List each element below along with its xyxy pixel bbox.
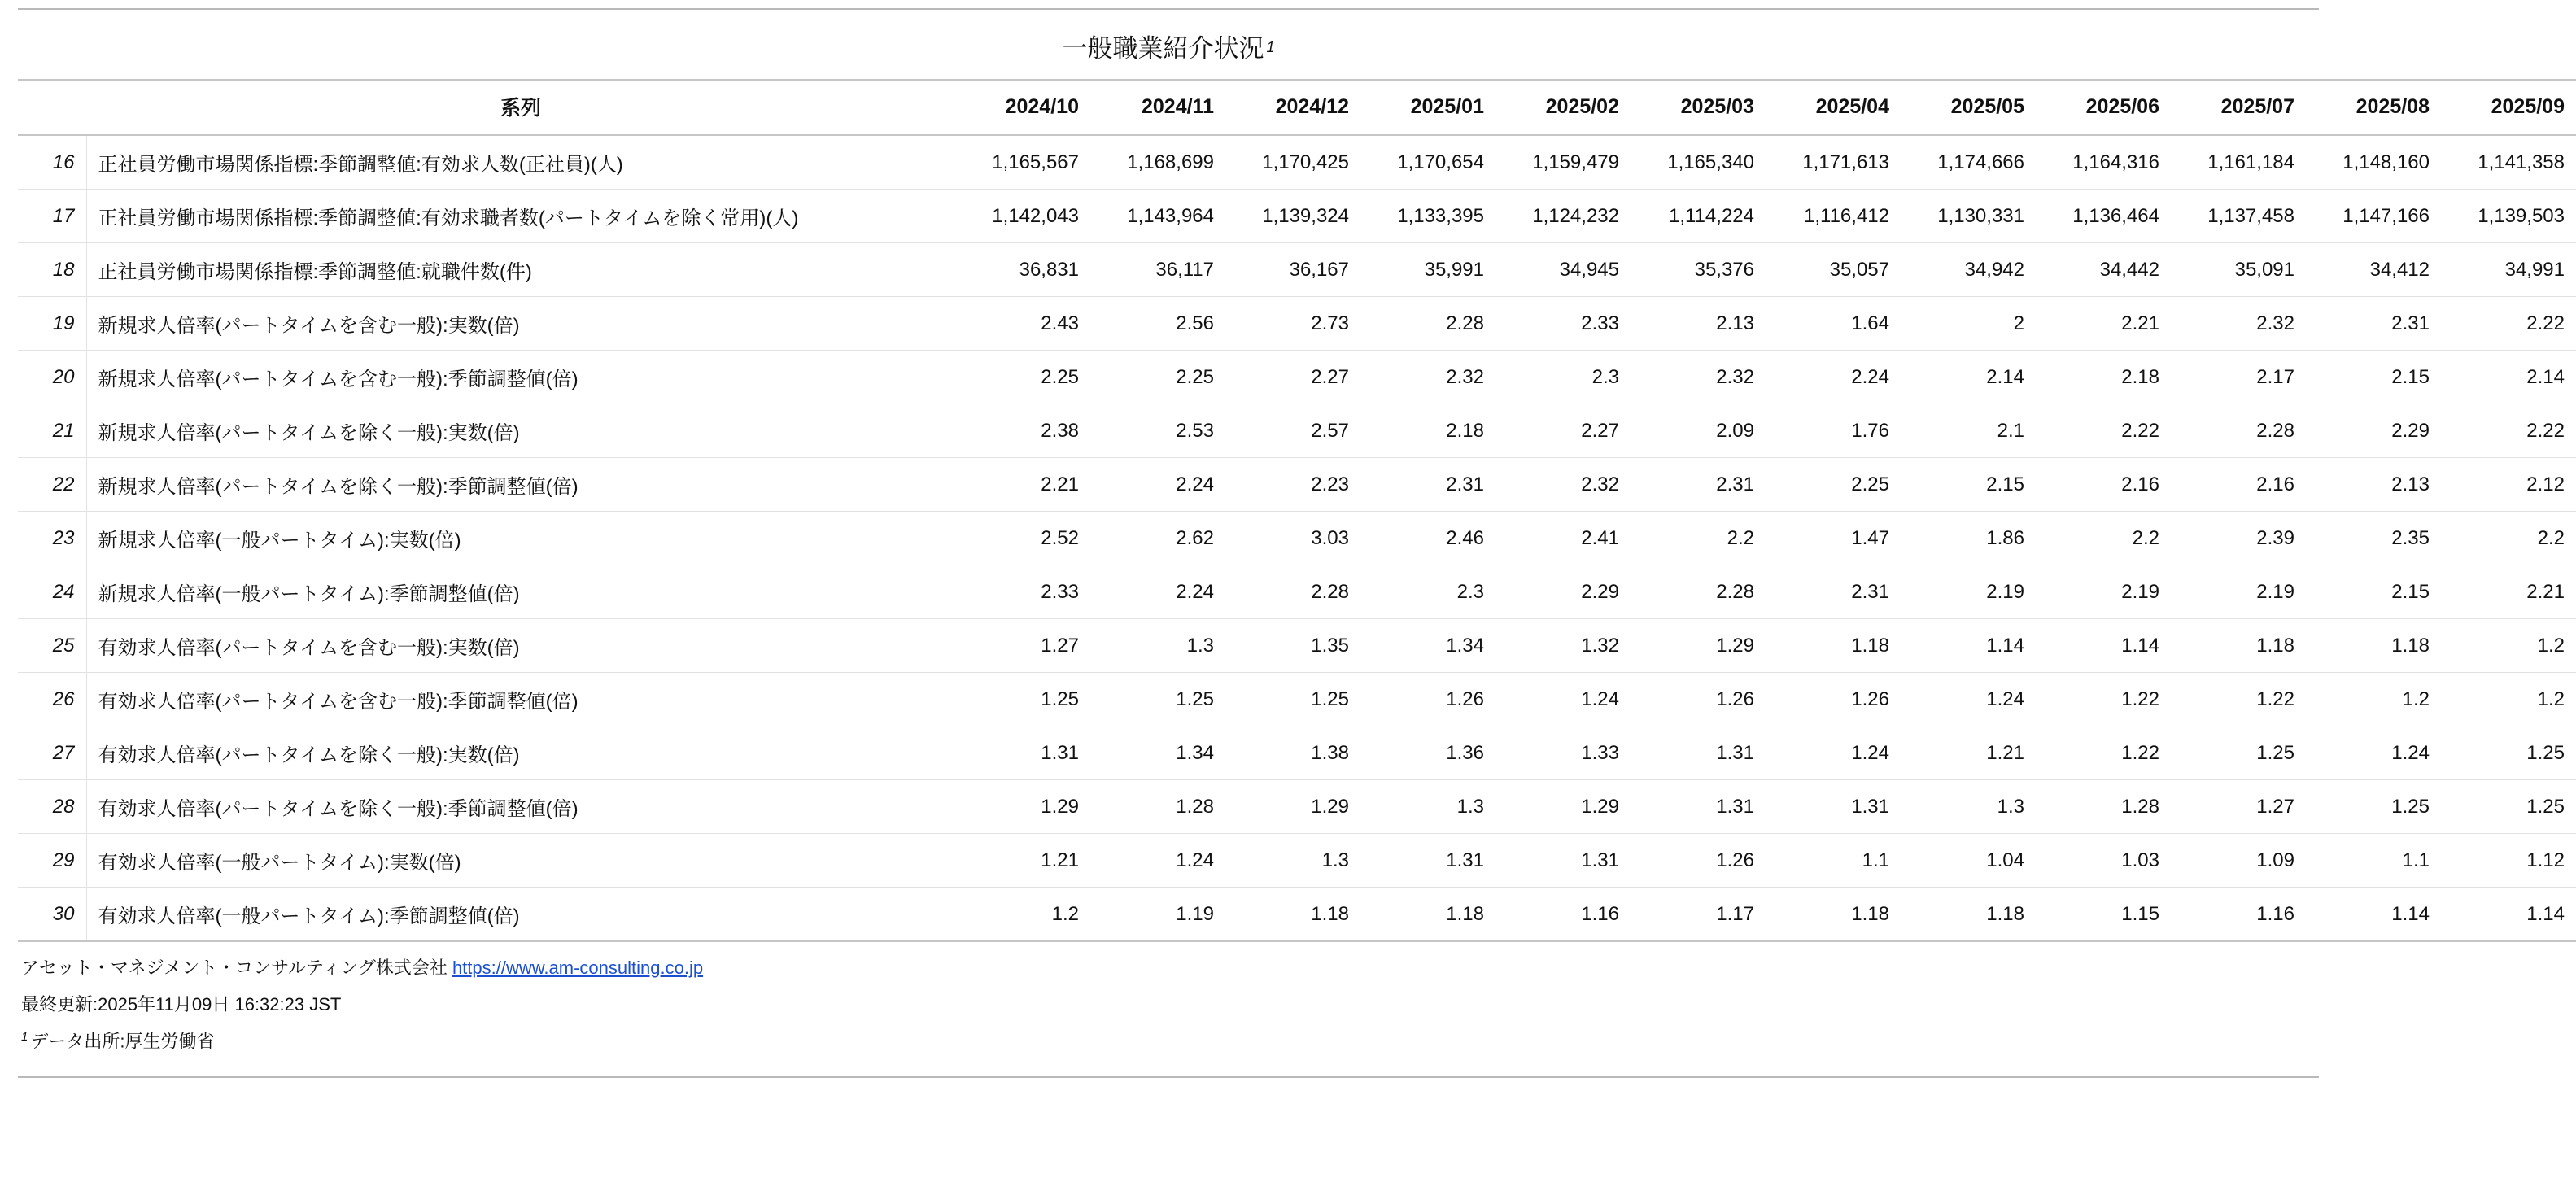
- cell-2024-11: 1,168,699: [1090, 135, 1225, 190]
- cell-2024-12: 2.27: [1225, 351, 1360, 404]
- row-index: 20: [18, 351, 86, 404]
- cell-2025-07: 2.39: [2171, 512, 2306, 565]
- footer-footnote: [21, 1029, 2316, 1054]
- cell-2025-01: 1.31: [1360, 834, 1495, 888]
- row-index: 30: [18, 888, 86, 942]
- cell-2025-05: 2.19: [1901, 565, 2036, 619]
- cell-2025-01: 1.26: [1360, 673, 1495, 726]
- cell-2025-01: 2.46: [1360, 512, 1495, 565]
- page-title: [18, 10, 2319, 79]
- row-index: 24: [18, 565, 86, 619]
- cell-2025-06: 2.2: [2036, 512, 2171, 565]
- table-row: [18, 565, 2576, 619]
- column-header-2025-04: 2025/04: [1766, 80, 1901, 135]
- cell-2025-05: 1.3: [1901, 780, 2036, 834]
- cell-2024-10: 1.25: [955, 673, 1090, 726]
- cell-2025-02: 1.29: [1495, 780, 1631, 834]
- column-header-2025-02: 2025/02: [1495, 80, 1631, 135]
- cell-2024-11: 2.53: [1090, 404, 1225, 458]
- cell-2025-02: 2.33: [1495, 297, 1631, 351]
- cell-2024-11: 1.25: [1090, 673, 1225, 726]
- cell-2025-01: 1.3: [1360, 780, 1495, 834]
- row-series-label: 有効求人倍率(一般パートタイム):季節調整値(倍): [86, 888, 955, 942]
- cell-2024-11: 1.24: [1090, 834, 1225, 888]
- cell-2025-03: 1.31: [1631, 726, 1766, 780]
- cell-2025-01: 2.31: [1360, 458, 1495, 512]
- cell-2025-06: 1.22: [2036, 673, 2171, 726]
- cell-2024-12: 1.29: [1225, 780, 1360, 834]
- cell-2025-04: 1.47: [1766, 512, 1901, 565]
- row-series-label: 有効求人倍率(パートタイムを除く一般):季節調整値(倍): [86, 780, 955, 834]
- cell-2025-04: 35,057: [1766, 243, 1901, 297]
- footer-company-link[interactable]: https://www.am-consulting.co.jp: [452, 958, 704, 978]
- cell-2025-05: 1.86: [1901, 512, 2036, 565]
- cell-2024-12: 2.23: [1225, 458, 1360, 512]
- row-index: 17: [18, 190, 86, 243]
- cell-2024-10: 1,142,043: [955, 190, 1090, 243]
- table-row: [18, 619, 2576, 673]
- cell-2024-12: 3.03: [1225, 512, 1360, 565]
- cell-2025-07: 2.17: [2171, 351, 2306, 404]
- cell-2025-07: 1.22: [2171, 673, 2306, 726]
- column-header-2024-11: 2024/11: [1090, 80, 1225, 135]
- cell-2024-10: 1,165,567: [955, 135, 1090, 190]
- bottom-divider: [18, 1076, 2319, 1078]
- cell-2025-07: 1,161,184: [2171, 135, 2306, 190]
- cell-2025-04: 1.1: [1766, 834, 1901, 888]
- table-row: [18, 351, 2576, 404]
- cell-2024-12: 1.25: [1225, 673, 1360, 726]
- cell-2025-02: 1,124,232: [1495, 190, 1631, 243]
- cell-2024-10: 1.2: [955, 888, 1090, 942]
- cell-2024-10: 1.31: [955, 726, 1090, 780]
- cell-2025-04: 1.64: [1766, 297, 1901, 351]
- cell-2025-04: 1,116,412: [1766, 190, 1901, 243]
- cell-2025-03: 2.09: [1631, 404, 1766, 458]
- cell-2025-04: 2.24: [1766, 351, 1901, 404]
- footer-company-name: アセット・マネジメント・コンサルティング株式会社: [21, 958, 452, 978]
- cell-2025-01: 2.18: [1360, 404, 1495, 458]
- cell-2025-07: 1.25: [2171, 726, 2306, 780]
- cell-2025-09: 1.2: [2441, 619, 2576, 673]
- row-series-label: 新規求人倍率(パートタイムを含む一般):実数(倍): [86, 297, 955, 351]
- cell-2025-03: 1.31: [1631, 780, 1766, 834]
- cell-2025-07: 2.16: [2171, 458, 2306, 512]
- cell-2025-08: 2.15: [2306, 565, 2441, 619]
- cell-2025-01: 2.3: [1360, 565, 1495, 619]
- row-index: 26: [18, 673, 86, 726]
- cell-2025-06: 1.15: [2036, 888, 2171, 942]
- cell-2025-02: 2.27: [1495, 404, 1631, 458]
- cell-2025-09: 1.25: [2441, 726, 2576, 780]
- cell-2025-05: 34,942: [1901, 243, 2036, 297]
- cell-2025-02: 1,159,479: [1495, 135, 1631, 190]
- cell-2025-08: 1,148,160: [2306, 135, 2441, 190]
- cell-2025-07: 35,091: [2171, 243, 2306, 297]
- column-header-2025-07: 2025/07: [2171, 80, 2306, 135]
- cell-2025-01: 1.36: [1360, 726, 1495, 780]
- table-row: [18, 458, 2576, 512]
- cell-2024-11: 2.24: [1090, 565, 1225, 619]
- row-index: 18: [18, 243, 86, 297]
- cell-2025-05: 1.14: [1901, 619, 2036, 673]
- cell-2024-12: 2.57: [1225, 404, 1360, 458]
- cell-2025-09: 1.14: [2441, 888, 2576, 942]
- cell-2025-04: 1,171,613: [1766, 135, 1901, 190]
- cell-2024-10: 1.29: [955, 780, 1090, 834]
- cell-2025-09: 2.12: [2441, 458, 2576, 512]
- cell-2025-03: 1.26: [1631, 834, 1766, 888]
- row-series-label: 有効求人倍率(パートタイムを含む一般):季節調整値(倍): [86, 673, 955, 726]
- cell-2025-07: 1.09: [2171, 834, 2306, 888]
- cell-2024-10: 36,831: [955, 243, 1090, 297]
- table-row: [18, 243, 2576, 297]
- cell-2025-02: 1.31: [1495, 834, 1631, 888]
- cell-2024-12: 1.38: [1225, 726, 1360, 780]
- row-index: 27: [18, 726, 86, 780]
- cell-2024-11: 1.19: [1090, 888, 1225, 942]
- cell-2025-02: 2.29: [1495, 565, 1631, 619]
- cell-2024-12: 1,139,324: [1225, 190, 1360, 243]
- cell-2025-08: 1.14: [2306, 888, 2441, 942]
- cell-2025-03: 1,114,224: [1631, 190, 1766, 243]
- cell-2025-09: 2.2: [2441, 512, 2576, 565]
- table-body: [18, 135, 2576, 941]
- cell-2025-02: 2.32: [1495, 458, 1631, 512]
- row-index: 21: [18, 404, 86, 458]
- cell-2025-01: 1,133,395: [1360, 190, 1495, 243]
- row-series-label: 新規求人倍率(パートタイムを除く一般):季節調整値(倍): [86, 458, 955, 512]
- cell-2024-12: 1,170,425: [1225, 135, 1360, 190]
- row-index: 16: [18, 135, 86, 190]
- cell-2025-03: 1,165,340: [1631, 135, 1766, 190]
- cell-2024-11: 1.34: [1090, 726, 1225, 780]
- cell-2025-07: 1.16: [2171, 888, 2306, 942]
- table-row: [18, 512, 2576, 565]
- cell-2025-04: 1.31: [1766, 780, 1901, 834]
- cell-2025-05: 2.14: [1901, 351, 2036, 404]
- column-header-2025-01: 2025/01: [1360, 80, 1495, 135]
- row-series-label: 正社員労働市場関係指標:季節調整値:就職件数(件): [86, 243, 955, 297]
- cell-2024-10: 2.33: [955, 565, 1090, 619]
- cell-2025-06: 1.14: [2036, 619, 2171, 673]
- cell-2025-09: 34,991: [2441, 243, 2576, 297]
- cell-2025-03: 2.31: [1631, 458, 1766, 512]
- cell-2025-03: 2.13: [1631, 297, 1766, 351]
- cell-2025-03: 2.28: [1631, 565, 1766, 619]
- cell-2024-12: 2.73: [1225, 297, 1360, 351]
- table-row: [18, 726, 2576, 780]
- column-header-2025-06: 2025/06: [2036, 80, 2171, 135]
- column-header-series: 系列: [86, 80, 955, 135]
- cell-2025-01: 1.34: [1360, 619, 1495, 673]
- footer: [18, 942, 2319, 1071]
- cell-2024-12: 1.3: [1225, 834, 1360, 888]
- cell-2025-09: 1.25: [2441, 780, 2576, 834]
- cell-2025-04: 1.24: [1766, 726, 1901, 780]
- cell-2025-07: 2.28: [2171, 404, 2306, 458]
- cell-2025-07: 1.18: [2171, 619, 2306, 673]
- cell-2024-10: 2.21: [955, 458, 1090, 512]
- cell-2025-08: 1.1: [2306, 834, 2441, 888]
- cell-2025-06: 2.16: [2036, 458, 2171, 512]
- cell-2025-02: 1.32: [1495, 619, 1631, 673]
- row-index: 28: [18, 780, 86, 834]
- cell-2025-03: 1.29: [1631, 619, 1766, 673]
- column-header-index: [18, 80, 86, 135]
- row-index: 19: [18, 297, 86, 351]
- cell-2024-10: 2.52: [955, 512, 1090, 565]
- cell-2025-02: 1.16: [1495, 888, 1631, 942]
- cell-2025-04: 1.26: [1766, 673, 1901, 726]
- table-row: [18, 190, 2576, 243]
- cell-2025-05: 1.18: [1901, 888, 2036, 942]
- cell-2025-01: 2.28: [1360, 297, 1495, 351]
- row-series-label: 有効求人倍率(一般パートタイム):実数(倍): [86, 834, 955, 888]
- row-series-label: 新規求人倍率(一般パートタイム):季節調整値(倍): [86, 565, 955, 619]
- cell-2024-11: 36,117: [1090, 243, 1225, 297]
- cell-2025-01: 1.18: [1360, 888, 1495, 942]
- cell-2024-11: 2.62: [1090, 512, 1225, 565]
- cell-2024-12: 1.18: [1225, 888, 1360, 942]
- cell-2025-08: 2.29: [2306, 404, 2441, 458]
- cell-2025-02: 34,945: [1495, 243, 1631, 297]
- report-page: [0, 8, 2565, 1078]
- cell-2025-05: 2.1: [1901, 404, 2036, 458]
- cell-2025-08: 2.31: [2306, 297, 2441, 351]
- cell-2024-10: 2.25: [955, 351, 1090, 404]
- cell-2025-04: 1.76: [1766, 404, 1901, 458]
- cell-2025-06: 1.28: [2036, 780, 2171, 834]
- table-row: [18, 834, 2576, 888]
- cell-2024-12: 36,167: [1225, 243, 1360, 297]
- cell-2025-06: 2.18: [2036, 351, 2171, 404]
- cell-2025-07: 1,137,458: [2171, 190, 2306, 243]
- cell-2025-04: 1.18: [1766, 619, 1901, 673]
- row-series-label: 新規求人倍率(パートタイムを除く一般):実数(倍): [86, 404, 955, 458]
- column-header-2025-03: 2025/03: [1631, 80, 1766, 135]
- cell-2025-05: 1.04: [1901, 834, 2036, 888]
- cell-2025-05: 2: [1901, 297, 2036, 351]
- cell-2025-08: 1.18: [2306, 619, 2441, 673]
- cell-2025-08: 2.13: [2306, 458, 2441, 512]
- cell-2025-06: 2.21: [2036, 297, 2171, 351]
- cell-2025-06: 1,136,464: [2036, 190, 2171, 243]
- cell-2024-12: 1.35: [1225, 619, 1360, 673]
- cell-2025-04: 1.18: [1766, 888, 1901, 942]
- cell-2024-11: 1.3: [1090, 619, 1225, 673]
- cell-2025-01: 2.32: [1360, 351, 1495, 404]
- cell-2025-05: 1.21: [1901, 726, 2036, 780]
- row-index: 29: [18, 834, 86, 888]
- cell-2025-09: 2.14: [2441, 351, 2576, 404]
- table-header: [18, 80, 2576, 135]
- cell-2024-10: 1.27: [955, 619, 1090, 673]
- cell-2024-10: 1.21: [955, 834, 1090, 888]
- cell-2024-11: 1.28: [1090, 780, 1225, 834]
- cell-2025-09: 2.22: [2441, 297, 2576, 351]
- cell-2025-08: 2.35: [2306, 512, 2441, 565]
- data-table: [18, 79, 2576, 942]
- column-header-2025-05: 2025/05: [1901, 80, 2036, 135]
- row-index: 22: [18, 458, 86, 512]
- cell-2025-09: 2.21: [2441, 565, 2576, 619]
- table-row: [18, 135, 2576, 190]
- cell-2025-01: 1,170,654: [1360, 135, 1495, 190]
- footnote-marker: 1: [21, 1030, 28, 1045]
- row-series-label: 有効求人倍率(パートタイムを除く一般):実数(倍): [86, 726, 955, 780]
- row-series-label: 新規求人倍率(一般パートタイム):実数(倍): [86, 512, 955, 565]
- row-index: 23: [18, 512, 86, 565]
- footer-company-line: [21, 957, 2316, 980]
- column-header-2024-10: 2024/10: [955, 80, 1090, 135]
- cell-2025-08: 34,412: [2306, 243, 2441, 297]
- cell-2024-11: 1,143,964: [1090, 190, 1225, 243]
- cell-2025-05: 1.24: [1901, 673, 2036, 726]
- cell-2025-09: 1.12: [2441, 834, 2576, 888]
- title-footnote-marker: 1: [1266, 38, 1275, 55]
- table-row: [18, 297, 2576, 351]
- cell-2025-06: 1.03: [2036, 834, 2171, 888]
- cell-2024-11: 2.24: [1090, 458, 1225, 512]
- cell-2025-01: 35,991: [1360, 243, 1495, 297]
- table-row: [18, 673, 2576, 726]
- table-row: [18, 780, 2576, 834]
- cell-2024-10: 2.38: [955, 404, 1090, 458]
- cell-2025-09: 2.22: [2441, 404, 2576, 458]
- cell-2025-07: 2.19: [2171, 565, 2306, 619]
- cell-2025-07: 2.32: [2171, 297, 2306, 351]
- row-series-label: 有効求人倍率(パートタイムを含む一般):実数(倍): [86, 619, 955, 673]
- row-series-label: 正社員労働市場関係指標:季節調整値:有効求人数(正社員)(人): [86, 135, 955, 190]
- cell-2025-06: 2.19: [2036, 565, 2171, 619]
- column-header-2025-08: 2025/08: [2306, 80, 2441, 135]
- footer-updated: 最終更新:2025年11月09日 16:32:23 JST: [21, 993, 342, 1014]
- row-series-label: 新規求人倍率(パートタイムを含む一般):季節調整値(倍): [86, 351, 955, 404]
- column-header-2025-09: 2025/09: [2441, 80, 2576, 135]
- cell-2025-04: 2.25: [1766, 458, 1901, 512]
- cell-2024-11: 2.56: [1090, 297, 1225, 351]
- cell-2025-03: 35,376: [1631, 243, 1766, 297]
- cell-2025-05: 2.15: [1901, 458, 2036, 512]
- cell-2025-08: 2.15: [2306, 351, 2441, 404]
- cell-2025-06: 1,164,316: [2036, 135, 2171, 190]
- cell-2025-08: 1.2: [2306, 673, 2441, 726]
- cell-2025-04: 2.31: [1766, 565, 1901, 619]
- cell-2025-09: 1,141,358: [2441, 135, 2576, 190]
- cell-2025-02: 2.3: [1495, 351, 1631, 404]
- row-index: 25: [18, 619, 86, 673]
- cell-2025-08: 1.25: [2306, 780, 2441, 834]
- cell-2025-03: 2.32: [1631, 351, 1766, 404]
- cell-2025-08: 1.24: [2306, 726, 2441, 780]
- table-row: [18, 404, 2576, 458]
- cell-2024-10: 2.43: [955, 297, 1090, 351]
- cell-2025-05: 1,174,666: [1901, 135, 2036, 190]
- cell-2024-12: 2.28: [1225, 565, 1360, 619]
- column-header-2024-12: 2024/12: [1225, 80, 1360, 135]
- cell-2025-09: 1.2: [2441, 673, 2576, 726]
- cell-2025-03: 1.17: [1631, 888, 1766, 942]
- cell-2025-02: 2.41: [1495, 512, 1631, 565]
- cell-2025-06: 34,442: [2036, 243, 2171, 297]
- footnote-text: データ出所:厚生労働省: [30, 1031, 215, 1052]
- cell-2024-11: 2.25: [1090, 351, 1225, 404]
- header-row: [18, 80, 2576, 135]
- cell-2025-02: 1.33: [1495, 726, 1631, 780]
- cell-2025-09: 1,139,503: [2441, 190, 2576, 243]
- cell-2025-05: 1,130,331: [1901, 190, 2036, 243]
- cell-2025-03: 2.2: [1631, 512, 1766, 565]
- cell-2025-06: 2.22: [2036, 404, 2171, 458]
- cell-2025-02: 1.24: [1495, 673, 1631, 726]
- row-series-label: 正社員労働市場関係指標:季節調整値:有効求職者数(パートタイムを除く常用)(人): [86, 190, 955, 243]
- cell-2025-03: 1.26: [1631, 673, 1766, 726]
- cell-2025-08: 1,147,166: [2306, 190, 2441, 243]
- cell-2025-07: 1.27: [2171, 780, 2306, 834]
- title-text: 一般職業紹介状況: [1062, 34, 1264, 63]
- table-row: [18, 888, 2576, 942]
- cell-2025-06: 1.22: [2036, 726, 2171, 780]
